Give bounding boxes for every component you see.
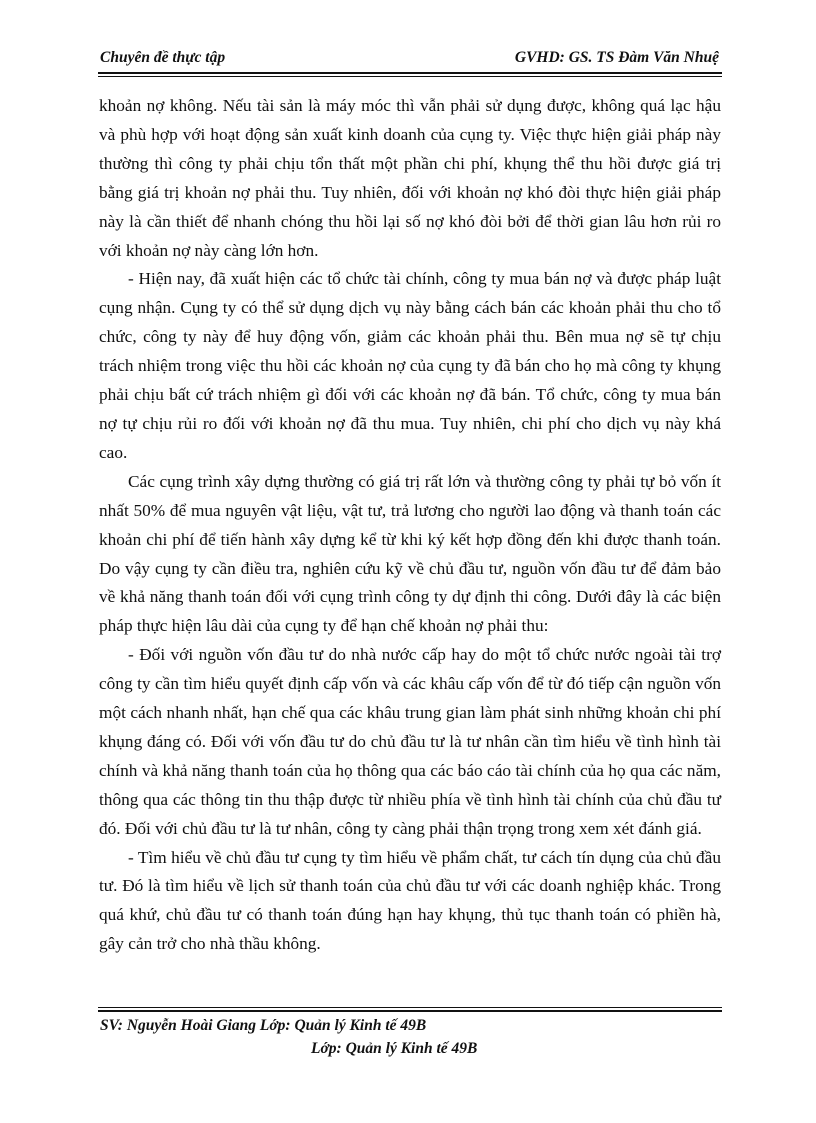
page-header [99,46,721,72]
body-paragraph: - Đối với nguồn vốn đầu tư do nhà nước cấp hay do một tổ chức nước ngoài tài trợ công ty cần tìm hiểu quyết định cấp vốn và các khâu cấp vốn để từ đó tiếp cận nguồn vốn một cách nhanh nhất, hạn chế qua các khâu trung gian làm phát sinh những khoản chi phí khụng đáng có. Đối với vốn đầu tư do chủ đầu tư là tư nhân cần tìm hiểu về tình hình tài chính và khả năng thanh toán của họ thông qua các báo cáo tài chính của họ qua các năm, thông qua các thông tin thu thập được từ nhiều phía về tình hình tài chính của chủ đầu tư đó. Đối với chủ đầu tư là tư nhân, công ty càng phải thận trọng trong xem xét đánh giá. [99,645,721,838]
footer-student: SV: Nguyễn Hoài Giang Lớp: Quản lý Kinh tế 49B [100,1017,427,1034]
body-paragraph: Các cụng trình xây dựng thường có giá trị rất lớn và thường công ty phải tự bỏ vốn ít nhất 50% để mua nguyên vật liệu, vật tư, trả lương cho người lao động và thanh toán các khoản chi phí để tiến hành xây dựng kể từ khi ký kết hợp đồng đến khi được thanh toán. Do vậy cụng ty cần điều tra, nghiên cứu kỹ về chủ đầu tư, nguồn vốn đầu tư để đảm bảo về khả năng thanh toán đối với cụng trình công ty dự định thi công. Dưới đây là các biện pháp thực hiện lâu dài của cụng ty để hạn chế khoản nợ phải thu: [99,471,721,636]
footer-rule-thick [98,1010,722,1012]
header-title: Chuyên đề thực tập [100,49,226,66]
document-body [99,92,721,959]
footer-rule-thin [98,1007,722,1008]
footer-class: Lớp: Quản lý Kinh tế 49B [311,1040,478,1057]
body-paragraph: - Hiện nay, đã xuất hiện các tổ chức tài chính, công ty mua bán nợ và được pháp luật cụng nhận. Cụng ty có thể sử dụng dịch vụ này bằng cách bán các khoản phải thu cho tổ chức, công ty này để huy động vốn, giảm các khoản phải thu. Bên mua nợ sẽ tự chịu trách nhiệm trong việc thu hồi các khoản nợ của cụng ty đã bán cho họ mà công ty khụng phải chịu bất cứ trách nhiệm gì đối với các khoản nợ đã bán. Tổ chức, công ty mua bán nợ tự chịu rủi ro đối với khoản nợ đã thu mua. Tuy nhiên, chi phí cho dịch vụ này khá cao. [99,269,721,462]
header-rule-thick [98,72,722,74]
header-supervisor: GVHD: GS. TS Đàm Văn Nhuệ [514,49,719,66]
body-paragraph: khoản nợ không. Nếu tài sản là máy móc thì vẫn phải sử dụng được, không quá lạc hậu và phù hợp với hoạt động sản xuất kinh doanh của cụng ty. Việc thực hiện giải pháp này thường thì công ty phải chịu tổn thất một phần chi phí, khụng thể thu hồi được giá trị bằng giá trị khoản nợ phải thu. Tuy nhiên, đối với khoản nợ khó đòi thực hiện giải pháp này là cần thiết để nhanh chóng thu hồi lại số nợ khó đòi bởi để thời gian lâu hơn rủi ro với khoản nợ này càng lớn hơn. [99,96,721,260]
body-paragraph: - Tìm hiểu về chủ đầu tư cụng ty tìm hiểu về phẩm chất, tư cách tín dụng của chủ đầu tư. Đó là tìm hiểu về lịch sử thanh toán của chủ đầu tư với các doanh nghiệp khác. Trong quá khứ, chủ đầu tư có thanh toán đúng hạn hay khụng, thủ tục thanh toán có phiền hà, gây cản trở cho nhà thầu không. [99,847,721,954]
header-rule-thin [98,76,722,77]
